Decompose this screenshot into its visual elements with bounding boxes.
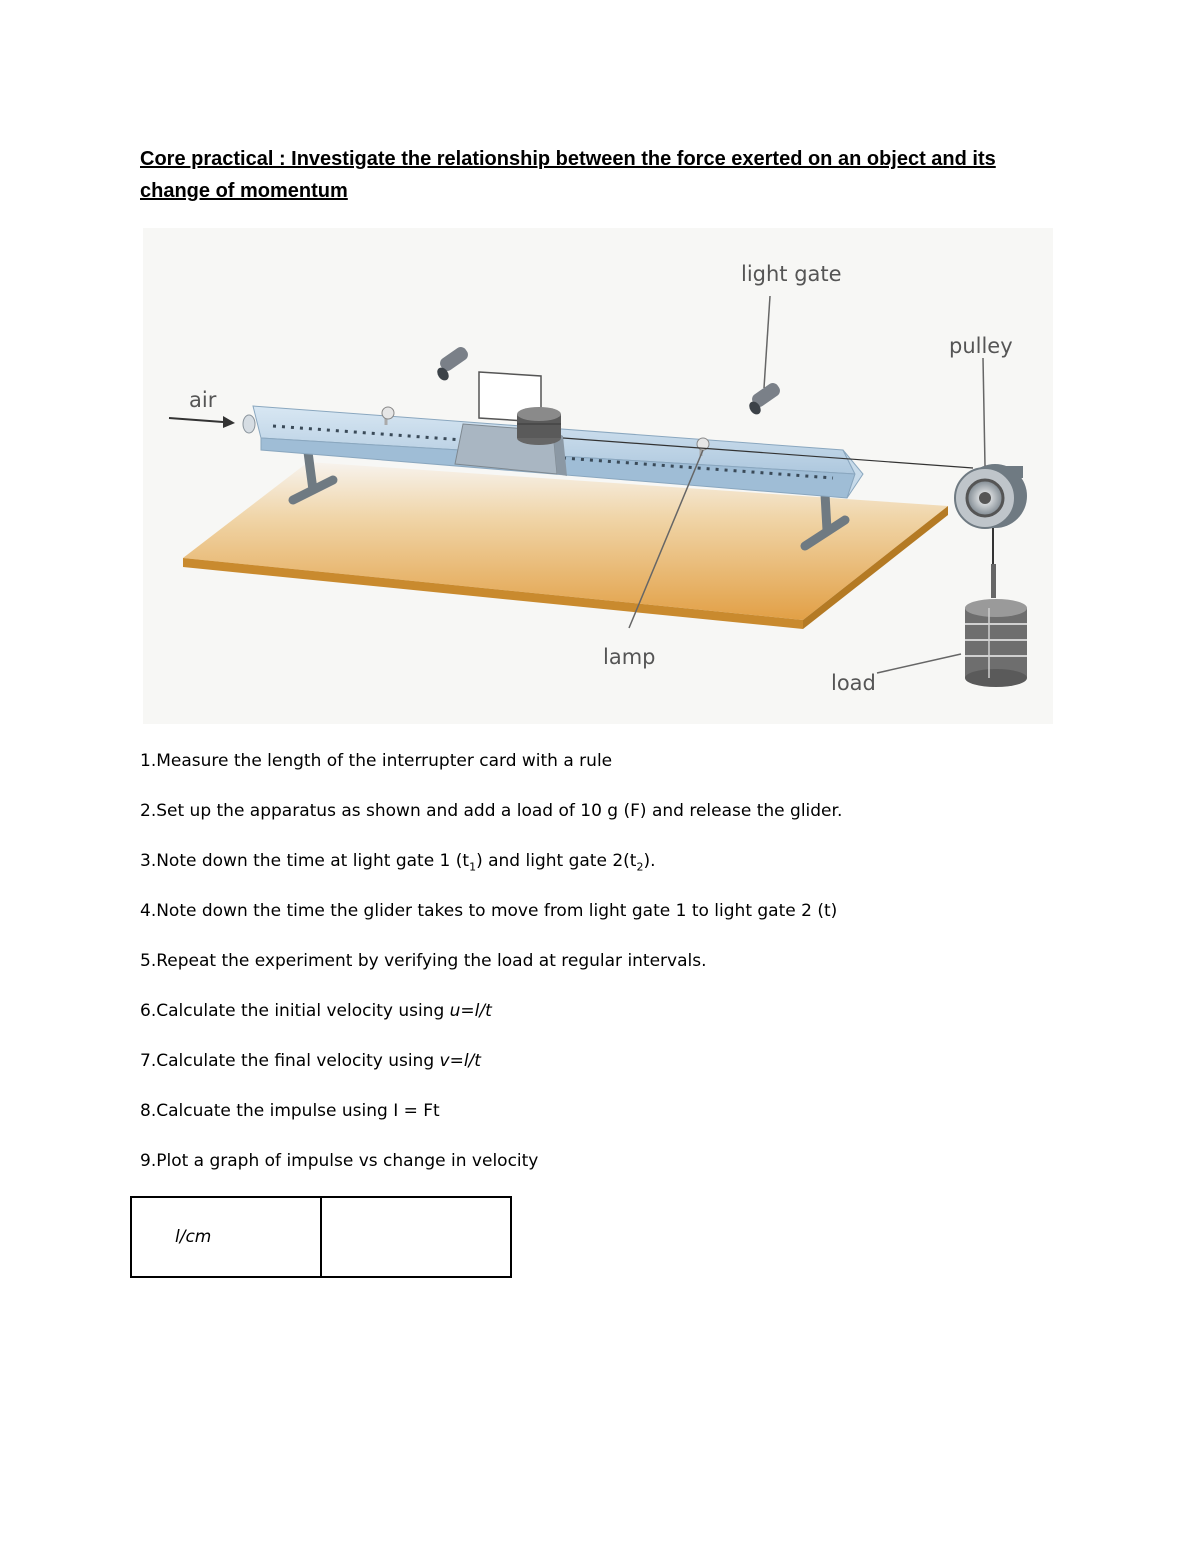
step-4: 4.Note down the time the glider takes to move from light gate 1 to light gate 2 (t) (140, 901, 838, 921)
glider-masses (517, 407, 561, 445)
step-2: 2.Set up the apparatus as shown and add a load of 10 g (F) and release the glider. (140, 801, 843, 821)
method-steps (140, 748, 842, 1198)
apparatus-diagram (143, 228, 1053, 724)
page-title: Core practical : Investigate the relationship between the force exerted on an object and its change of momentum (140, 148, 996, 202)
label-light-gate: light gate (741, 262, 842, 286)
air-track-illustration (143, 228, 1053, 724)
label-pulley: pulley (949, 334, 1013, 358)
table-row (131, 1197, 511, 1277)
step-7: 7.Calculate the final velocity using v=l/t (140, 1051, 481, 1071)
formula-final-velocity: v=l/t (439, 1051, 481, 1071)
step-9: 9.Plot a graph of impulse vs change in velocity (140, 1151, 539, 1171)
step-5: 5.Repeat the experiment by verifying the load at regular intervals. (140, 951, 707, 971)
table-value-cell[interactable] (321, 1197, 511, 1277)
results-table (130, 1196, 512, 1278)
label-air: air (189, 388, 217, 412)
label-load: load (831, 671, 876, 695)
step-3: 3.Note down the time at light gate 1 $(t_1)$ and light gate $2(t_2)$. (140, 851, 656, 874)
step-6: 6.Calculate the initial velocity using u=l/t (140, 1001, 492, 1021)
label-lamp: lamp (603, 645, 656, 669)
step-8: 8.Calcuate the impulse using I = Ft (140, 1101, 440, 1121)
formula-initial-velocity: u=l/t (449, 1001, 492, 1021)
table-header-cell: l/cm (131, 1197, 321, 1277)
step-1: 1.Measure the length of the interrupter card with a rule (140, 751, 613, 771)
